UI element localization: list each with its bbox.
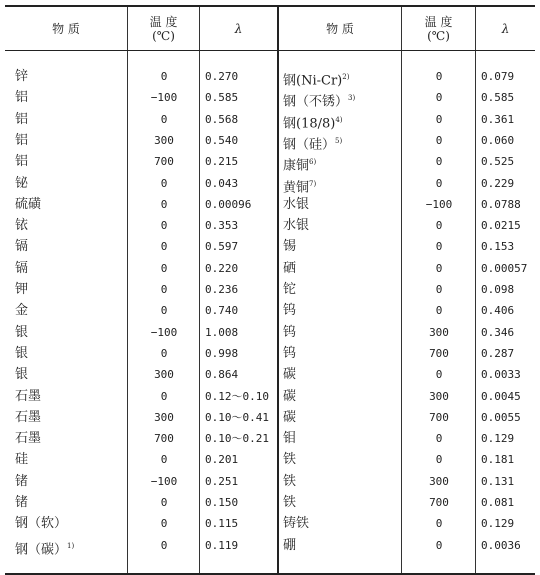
lambda-right: 0.0215: [481, 219, 521, 233]
table-row: [5, 408, 535, 429]
material-text: 碳: [283, 367, 297, 383]
material-text: 硼: [283, 537, 297, 553]
lambda-right: 0.361: [481, 112, 515, 126]
material-name-right: [283, 110, 399, 130]
material-text: 硫磺: [15, 196, 42, 212]
table-row: [5, 216, 535, 237]
material-name-left: [15, 110, 125, 130]
material-name-right: [283, 344, 399, 364]
temperature-right: 0: [435, 70, 443, 83]
material-text: 钨: [283, 303, 297, 319]
lambda-right: 0.525: [481, 155, 515, 169]
footnote-marker: 1): [67, 541, 75, 550]
temperature-left: 0: [160, 346, 168, 360]
header-temp-right: 温 度 (℃): [424, 14, 453, 43]
material-name-left: [15, 450, 125, 470]
lambda-right: 0.060: [481, 133, 515, 147]
material-name-left: [15, 152, 125, 172]
lambda-left: 0.043: [205, 176, 239, 190]
temperature-left: 300: [154, 133, 174, 147]
temperature-right: 0: [435, 261, 443, 275]
material-text: 石墨: [15, 431, 42, 447]
lambda-left: 0.12～0.10: [205, 389, 269, 403]
temperature-left: 0: [160, 261, 168, 275]
lambda-right: 0.346: [481, 325, 515, 339]
temperature-left: 0: [160, 538, 168, 552]
footnote-marker: 2): [342, 73, 350, 81]
lambda-right: 0.229: [481, 176, 515, 190]
material-text: 镉: [15, 260, 29, 276]
table-row: [5, 429, 535, 450]
material-name-right: [283, 280, 399, 300]
material-text: 锡: [283, 239, 297, 255]
material-name-left: [15, 259, 125, 279]
temperature-right: 300: [429, 325, 449, 339]
conductivity-table: [5, 5, 535, 575]
lambda-left: 0.115: [205, 517, 239, 531]
lambda-left: 0.540: [205, 133, 239, 147]
material-text: 镉: [15, 239, 29, 255]
table-row: [5, 110, 535, 131]
temperature-left: −100: [150, 474, 178, 488]
temperature-right: 0: [435, 133, 443, 147]
table-row: [5, 152, 535, 173]
lambda-left: 0.00096: [205, 197, 252, 211]
header-lambda-right: λ: [501, 21, 510, 36]
material-text: 钨: [283, 324, 297, 340]
material-name-left: [15, 493, 125, 513]
temperature-right: 0: [435, 368, 443, 382]
temperature-left: 300: [154, 368, 174, 382]
temperature-right: 0: [435, 219, 443, 233]
table-row: [5, 67, 535, 88]
lambda-left: 0.585: [205, 91, 239, 105]
material-text: 铁: [283, 452, 297, 468]
footnote-marker: 6): [309, 158, 317, 167]
temperature-left: −100: [150, 91, 178, 105]
table-row: [5, 387, 535, 408]
temperature-right: 700: [429, 496, 449, 509]
material-name-left: [15, 131, 125, 151]
material-name-right: [283, 536, 399, 556]
temperature-right: 0: [435, 112, 443, 126]
lambda-left: 0.201: [205, 453, 239, 467]
table-row: [5, 365, 535, 386]
material-name-right: [283, 365, 399, 385]
footnote-marker: 5): [335, 136, 343, 145]
temperature-right: −100: [425, 197, 453, 211]
table-header: [5, 7, 535, 51]
material-text: 碳: [283, 409, 297, 425]
table-row: [5, 450, 535, 471]
material-name-right: [283, 450, 399, 470]
lambda-right: 0.0788: [481, 197, 521, 211]
material-text: 钢（碳）: [15, 541, 68, 557]
material-name-left: [15, 216, 125, 236]
material-name-right: [283, 429, 399, 449]
material-name-left: [15, 237, 125, 257]
lambda-left: 0.568: [205, 112, 239, 126]
table-row: [5, 259, 535, 280]
material-name-left: [15, 365, 125, 385]
material-text: 康铜: [283, 158, 310, 174]
lambda-left: 0.353: [205, 219, 239, 233]
table-row: [5, 301, 535, 322]
material-name-left: [15, 88, 125, 108]
material-name-right: [283, 88, 399, 108]
lambda-right: 0.0033: [481, 368, 521, 382]
material-text: 黄铜: [283, 179, 310, 195]
material-name-left: [15, 344, 125, 364]
lambda-right: 0.406: [481, 304, 515, 318]
material-name-left: [15, 472, 125, 492]
material-text: 钢（不锈）: [283, 94, 349, 110]
temperature-left: 0: [160, 283, 168, 296]
temperature-right: 0: [435, 283, 443, 296]
material-text: 银: [15, 324, 29, 340]
material-text: 水银: [283, 218, 310, 234]
lambda-left: 0.740: [205, 304, 239, 318]
material-text: 铁: [283, 495, 297, 510]
temperature-left: 700: [154, 432, 174, 446]
temperature-right: 300: [429, 474, 449, 488]
lambda-left: 1.008: [205, 325, 239, 339]
material-text: 银: [15, 367, 29, 383]
temperature-right: 0: [435, 304, 443, 318]
temperature-right: 0: [435, 538, 443, 552]
lambda-left: 0.597: [205, 240, 239, 254]
lambda-left: 0.864: [205, 368, 239, 382]
table-row: [5, 195, 535, 216]
lambda-right: 0.00057: [481, 261, 528, 275]
temperature-left: 0: [160, 176, 168, 190]
material-text: 钼: [283, 431, 297, 447]
material-text: 硒: [283, 260, 297, 276]
material-name-right: [283, 472, 399, 492]
material-name-right: [283, 131, 399, 151]
header-lambda-left: λ: [234, 21, 243, 36]
material-text: 银: [15, 345, 29, 361]
table-row: [5, 514, 535, 535]
material-text: 锗: [15, 473, 29, 489]
material-name-left: [15, 280, 125, 300]
material-name-right: [283, 67, 399, 87]
header-material-left: 物 质: [52, 21, 80, 36]
table-row: [5, 536, 535, 557]
material-name-left: [15, 195, 125, 215]
temperature-right: 700: [429, 410, 449, 424]
temperature-left: 0: [160, 304, 168, 318]
material-name-left: [15, 323, 125, 343]
material-text: 钢（硅）: [283, 137, 336, 153]
header-temp-left: 温 度 (℃): [149, 14, 178, 43]
table-row: [5, 131, 535, 152]
lambda-right: 0.153: [481, 240, 515, 254]
table-row: [5, 174, 535, 195]
temperature-left: 0: [160, 70, 168, 83]
lambda-left: 0.270: [205, 70, 239, 83]
lambda-left: 0.10～0.21: [205, 432, 269, 446]
temperature-right: 0: [435, 176, 443, 190]
lambda-right: 0.129: [481, 517, 515, 531]
lambda-left: 0.220: [205, 261, 239, 275]
material-name-left: [15, 408, 125, 428]
temperature-right: 0: [435, 432, 443, 446]
material-text: 锗: [15, 495, 29, 510]
lambda-right: 0.081: [481, 496, 515, 509]
table-row: [5, 472, 535, 493]
temperature-left: 0: [160, 240, 168, 254]
material-text: 铸铁: [283, 516, 310, 532]
temperature-right: 0: [435, 91, 443, 105]
material-text: 碳: [283, 388, 297, 404]
table-row: [5, 237, 535, 258]
material-name-right: [283, 514, 399, 534]
material-text: 铝: [15, 111, 29, 127]
material-text: 铊: [283, 282, 297, 297]
temperature-left: 0: [160, 389, 168, 403]
material-name-right: [283, 493, 399, 513]
lambda-right: 0.585: [481, 91, 515, 105]
temperature-left: 0: [160, 496, 168, 509]
lambda-right: 0.131: [481, 474, 515, 488]
lambda-left: 0.150: [205, 496, 239, 509]
temperature-left: 0: [160, 219, 168, 233]
material-text: 金: [15, 303, 29, 319]
temperature-left: 0: [160, 197, 168, 211]
material-text: 水银: [283, 196, 310, 212]
lambda-left: 0.10～0.41: [205, 410, 269, 424]
temperature-left: 700: [154, 155, 174, 169]
lambda-right: 0.287: [481, 346, 515, 360]
material-name-right: [283, 216, 399, 236]
table-row: [5, 493, 535, 514]
temperature-right: 0: [435, 517, 443, 531]
material-text: 铋: [15, 175, 29, 191]
lambda-right: 0.0045: [481, 389, 521, 403]
table-row: [5, 88, 535, 109]
material-name-left: [15, 387, 125, 407]
lambda-left: 0.215: [205, 155, 239, 169]
temperature-right: 0: [435, 155, 443, 169]
material-name-left: [15, 514, 125, 534]
lambda-right: 0.0055: [481, 410, 521, 424]
header-material-right: 物 质: [326, 21, 354, 36]
temperature-left: 0: [160, 517, 168, 531]
material-text: 铁: [283, 473, 297, 489]
material-name-left: [15, 174, 125, 194]
material-text: 钢（软）: [15, 516, 68, 532]
material-text: 铝: [15, 154, 29, 170]
lambda-right: 0.129: [481, 432, 515, 446]
temperature-left: 0: [160, 453, 168, 467]
lambda-left: 0.119: [205, 538, 239, 552]
lambda-right: 0.079: [481, 70, 515, 83]
material-text: 铝: [15, 132, 29, 148]
material-name-left: [15, 536, 125, 556]
material-text: 钢(18/8): [283, 115, 336, 131]
material-text: 钢(Ni-Cr): [283, 73, 343, 89]
temperature-left: 300: [154, 410, 174, 424]
material-name-right: [283, 323, 399, 343]
footnote-marker: 7): [309, 179, 317, 188]
material-name-right: [283, 237, 399, 257]
table-row: [5, 323, 535, 344]
material-name-left: [15, 429, 125, 449]
lambda-right: 0.098: [481, 283, 515, 296]
material-name-left: [15, 67, 125, 87]
lambda-right: 0.181: [481, 453, 515, 467]
material-name-right: [283, 301, 399, 321]
table-row: [5, 280, 535, 301]
temperature-left: 0: [160, 112, 168, 126]
material-text: 硅: [15, 452, 29, 468]
material-text: 石墨: [15, 388, 42, 404]
material-text: 钨: [283, 345, 297, 361]
material-text: 石墨: [15, 409, 42, 425]
temperature-right: 300: [429, 389, 449, 403]
material-name-right: [283, 387, 399, 407]
material-name-right: [283, 152, 399, 172]
footnote-marker: 4): [335, 115, 343, 124]
material-name-right: [283, 174, 399, 194]
material-text: 钾: [15, 282, 29, 297]
lambda-left: 0.251: [205, 474, 239, 488]
temperature-left: −100: [150, 325, 178, 339]
table-row: [5, 344, 535, 365]
material-name-right: [283, 195, 399, 215]
temperature-right: 0: [435, 453, 443, 467]
temperature-right: 700: [429, 346, 449, 360]
temperature-right: 0: [435, 240, 443, 254]
lambda-left: 0.998: [205, 346, 239, 360]
material-name-left: [15, 301, 125, 321]
footnote-marker: 3): [348, 94, 356, 103]
material-text: 锌: [15, 69, 29, 84]
material-name-right: [283, 408, 399, 428]
lambda-right: 0.0036: [481, 538, 521, 552]
material-text: 铝: [15, 90, 29, 106]
material-text: 铱: [15, 218, 29, 234]
lambda-left: 0.236: [205, 283, 239, 296]
material-name-right: [283, 259, 399, 279]
